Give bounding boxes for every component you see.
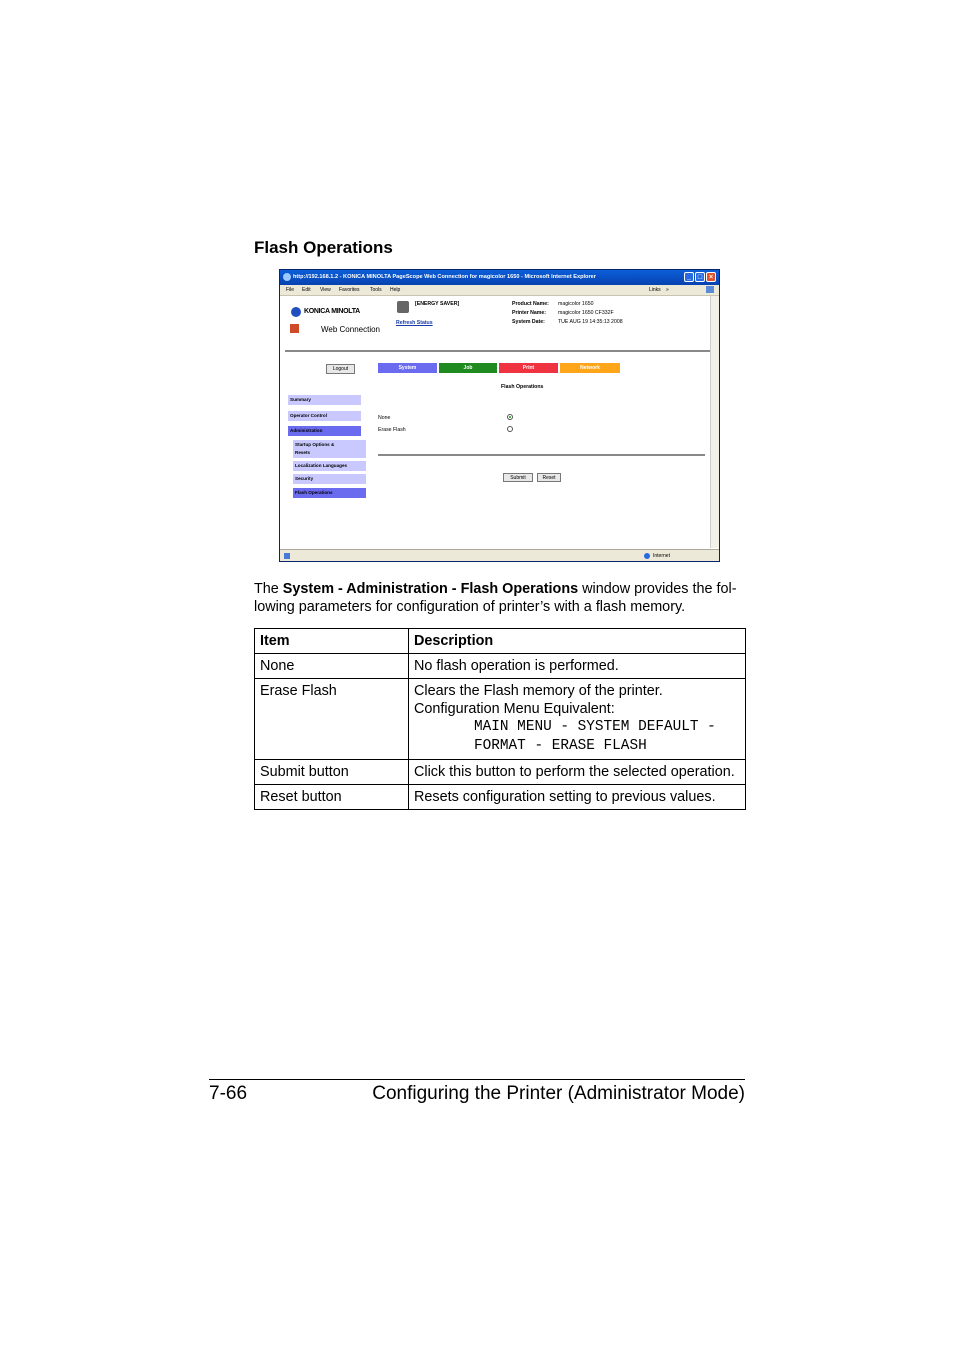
cell-item: Erase Flash	[255, 679, 409, 760]
menu-path-line-1: MAIN MENU - SYSTEM DEFAULT -	[474, 719, 716, 735]
printer-name-label: Printer Name:	[512, 310, 547, 316]
pagescope-icon	[290, 324, 299, 333]
menu-edit[interactable]: Edit	[302, 287, 311, 293]
submit-button[interactable]: Submit	[503, 473, 533, 482]
content-divider	[378, 454, 705, 456]
option-erase-label: Erase Flash	[378, 427, 406, 433]
sidebar-item-startup-options[interactable]	[293, 440, 366, 458]
product-name-label: Product Name:	[512, 301, 549, 307]
menu-path-line-2: FORMAT - ERASE FLASH	[474, 738, 647, 754]
system-date-label: System Date:	[512, 319, 545, 325]
option-none-label: None	[378, 415, 391, 421]
sidebar-item-localization[interactable]: Localization Languages	[293, 461, 366, 471]
desc-line: Configuration Menu Equivalent:	[414, 701, 615, 717]
konica-logo-icon	[291, 307, 301, 317]
menu-view[interactable]: View	[320, 287, 331, 293]
menu-favorites[interactable]: Favorites	[339, 287, 360, 293]
table-row	[255, 785, 746, 810]
close-icon[interactable]: ×	[706, 272, 716, 282]
cell-description: Click this button to perform the selected operation.	[409, 760, 746, 785]
sidebar-item-operator-control[interactable]: Operator Control	[288, 411, 361, 421]
header-item: Item	[255, 629, 409, 654]
zone-label: Internet	[653, 553, 670, 559]
status-bar	[280, 549, 719, 562]
cell-description	[409, 679, 746, 760]
page-title: Flash Operations	[501, 384, 544, 390]
table-row	[255, 679, 746, 760]
cell-item: Reset button	[255, 785, 409, 810]
header-description: Description	[409, 629, 746, 654]
tab-network[interactable]: Network	[560, 363, 620, 373]
minimize-icon[interactable]: _	[684, 272, 694, 282]
desc-line: Clears the Flash memory of the printer.	[414, 683, 663, 699]
tab-job[interactable]: Job	[439, 363, 497, 373]
chapter-title: Configuring the Printer (Administrator Mode)	[372, 1083, 745, 1104]
startup-line-1: Startup Options &	[295, 442, 335, 447]
sidebar-item-summary[interactable]: Summary	[288, 395, 361, 405]
brand-logo: KONICA MINOLTA	[304, 308, 360, 315]
table-row	[255, 654, 746, 679]
logout-button[interactable]: Logout	[326, 364, 355, 374]
option-erase-radio[interactable]	[507, 426, 513, 432]
cell-item: Submit button	[255, 760, 409, 785]
links-label[interactable]: Links	[649, 287, 661, 293]
windows-flag-icon	[706, 286, 714, 293]
sidebar-item-administration[interactable]: Administration	[288, 426, 361, 436]
intro-paragraph	[254, 580, 746, 616]
web-page	[280, 296, 719, 548]
globe-icon	[644, 553, 650, 559]
reset-button[interactable]: Reset	[537, 473, 561, 482]
product-name-value: magicolor 1650	[558, 301, 594, 307]
menu-tools[interactable]: Tools	[370, 287, 382, 293]
para-pre: The	[254, 581, 283, 597]
sidebar-item-flash-operations[interactable]: Flash Operations	[293, 488, 366, 498]
table-header-row	[255, 629, 746, 654]
cell-item: None	[255, 654, 409, 679]
menu-help[interactable]: Help	[390, 287, 401, 293]
page-icon	[284, 553, 290, 559]
table-row	[255, 760, 746, 785]
system-date-value: TUE AUG 19 14:35:13 2008	[558, 319, 623, 325]
menu-file[interactable]: File	[286, 287, 295, 293]
footer-rule	[209, 1079, 745, 1080]
product-logo: Web Connection	[321, 325, 380, 334]
sidebar-item-security[interactable]: Security	[293, 474, 366, 484]
section-heading: Flash Operations	[254, 238, 393, 257]
cell-description: No flash operation is performed.	[409, 654, 746, 679]
tab-print[interactable]: Print	[499, 363, 558, 373]
page-number: 7-66	[209, 1083, 248, 1104]
browser-window-screenshot	[279, 269, 720, 562]
printer-icon	[397, 301, 409, 313]
printer-name-value: magicolor 1650 CF332F	[558, 310, 614, 316]
vertical-scrollbar[interactable]	[710, 296, 720, 548]
window-title: http://192.168.1.2 - KONICA MINOLTA PageScope Web Connection for magicolor 1650 - Microsoft Internet Explorer	[293, 274, 596, 280]
energy-saver-status: [ENERGY SAVER]	[415, 301, 460, 307]
option-none-radio[interactable]	[507, 414, 513, 420]
para-bold: System - Administration - Flash Operations	[282, 581, 579, 597]
tab-system[interactable]: System	[378, 363, 437, 373]
refresh-status-link[interactable]: Refresh Status	[396, 320, 433, 326]
maximize-icon[interactable]: □	[695, 272, 705, 282]
para-post: window provides the fol-lowing parameters for configuration of printer’s with a flash memory.	[254, 581, 737, 615]
chevron-icon[interactable]: »	[666, 287, 669, 293]
cell-description: Resets configuration setting to previous values.	[409, 785, 746, 810]
parameter-table	[254, 628, 746, 810]
ie-icon	[283, 273, 291, 281]
startup-line-2: Resets	[295, 450, 311, 455]
header-divider	[285, 350, 710, 352]
menu-bar	[280, 285, 719, 296]
title-bar	[280, 270, 719, 285]
